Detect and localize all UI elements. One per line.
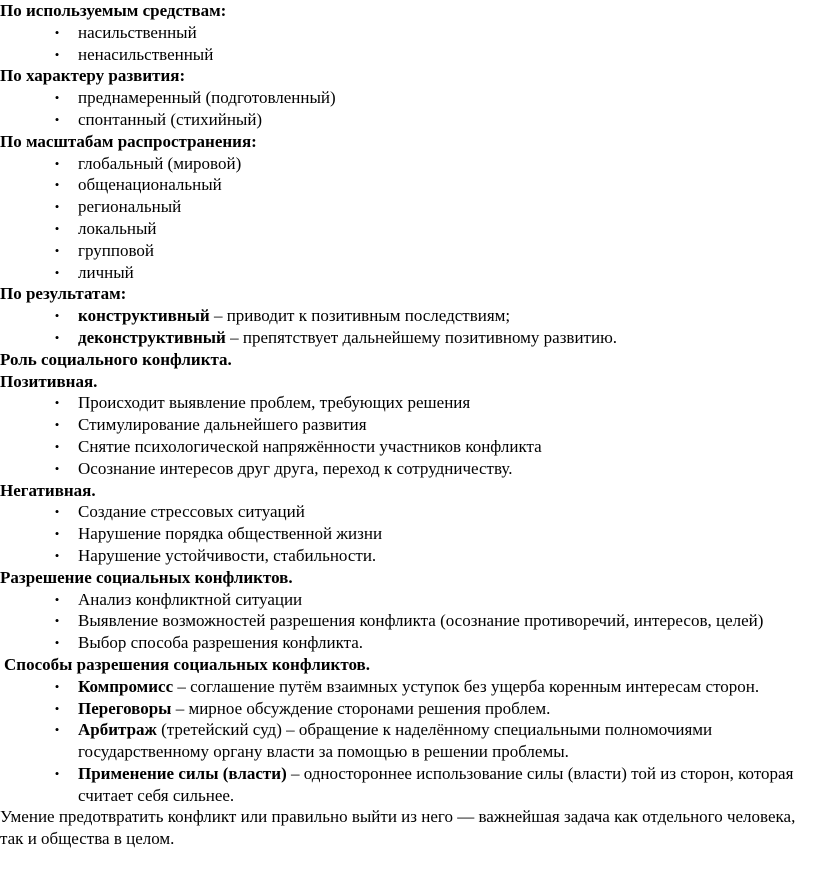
list-item-text: региональный <box>78 197 182 217</box>
list-item <box>0 218 816 240</box>
list-item-text: Нарушение порядка общественной жизни <box>78 524 383 544</box>
list-item <box>0 327 816 349</box>
list-item-text: Выявление возможностей разрешения конфликта (осознание противоречий, интересов, целей) <box>78 611 764 631</box>
list-item <box>0 109 816 131</box>
section-heading: По масштабам распространения: <box>0 131 257 151</box>
list-item <box>0 153 816 175</box>
list-item <box>0 698 816 720</box>
bullet-icon: • <box>54 24 60 40</box>
list-item <box>0 676 816 698</box>
bullet-list <box>0 589 816 654</box>
bullet-icon: • <box>54 111 60 127</box>
list-item-text: ненасильственный <box>78 44 214 64</box>
list-item <box>0 196 816 218</box>
term-bold: конструктивный <box>78 306 210 326</box>
bullet-icon: • <box>54 504 60 520</box>
bullet-list <box>0 392 816 479</box>
bullet-icon: • <box>54 635 60 651</box>
list-item-text: – мирное обсуждение сторонами решения проблем. <box>171 698 551 718</box>
list-item <box>0 719 816 763</box>
list-item <box>0 763 816 807</box>
list-item-text: групповой <box>78 240 154 260</box>
list-item <box>0 392 816 414</box>
list-item <box>0 632 816 654</box>
list-item <box>0 22 816 44</box>
bullet-icon: • <box>54 220 60 236</box>
section-heading: Позитивная. <box>0 371 98 391</box>
term-bold: Арбитраж <box>78 720 157 740</box>
bullet-icon: • <box>54 547 60 563</box>
list-item-text: (третейский суд) – обращение к наделённому специальными полномочиями государственному органу власти за помощью в решении проблемы. <box>78 720 713 762</box>
term-bold: Компромисс <box>78 676 174 696</box>
term-bold: Применение силы (власти) <box>78 763 287 783</box>
list-item-text: насильственный <box>78 22 197 42</box>
section-heading: По используемым средствам: <box>0 1 227 20</box>
section-heading: По характеру развития: <box>0 66 186 86</box>
list-item <box>0 305 816 327</box>
term-bold: деконструктивный <box>78 327 226 347</box>
bullet-icon: • <box>54 613 60 629</box>
list-item <box>0 436 816 458</box>
list-item-text: глобальный (мировой) <box>78 153 242 173</box>
list-item-text: локальный <box>78 218 157 238</box>
list-item <box>0 458 816 480</box>
bullet-icon: • <box>54 90 60 106</box>
bullet-icon: • <box>54 329 60 345</box>
section-heading: По результатам: <box>0 284 127 304</box>
list-item <box>0 87 816 109</box>
list-item-text: Осознание интересов друг друга, переход к сотрудничеству. <box>78 458 513 478</box>
list-item <box>0 174 816 196</box>
list-item <box>0 501 816 523</box>
list-item <box>0 44 816 66</box>
bullet-icon: • <box>54 678 60 694</box>
list-item <box>0 262 816 284</box>
bullet-icon: • <box>54 199 60 215</box>
list-item <box>0 523 816 545</box>
list-item-text: – препятствует дальнейшему позитивному развитию. <box>225 327 618 347</box>
list-item-text: Нарушение устойчивости, стабильности. <box>78 545 377 565</box>
list-item-text: Снятие психологической напряжённости участников конфликта <box>78 436 542 456</box>
bullet-list <box>0 87 816 131</box>
list-item-text: Происходит выявление проблем, требующих решения <box>78 393 471 413</box>
bullet-icon: • <box>54 765 60 781</box>
bullet-icon: • <box>54 700 60 716</box>
section-heading: Разрешение социальных конфликтов. <box>0 567 293 587</box>
bullet-icon: • <box>54 242 60 258</box>
bullet-list <box>0 676 816 807</box>
list-item-text: спонтанный (стихийный) <box>78 109 263 129</box>
list-item-text: личный <box>78 262 134 282</box>
bullet-icon: • <box>54 591 60 607</box>
list-item <box>0 589 816 611</box>
bullet-icon: • <box>54 438 60 454</box>
bullet-list <box>0 22 816 66</box>
list-item-text: Выбор способа разрешения конфликта. <box>78 633 364 653</box>
closing-paragraph: Умение предотвратить конфликт или правильно выйти из него — важнейшая задача как отдельного человека, так и общества в целом. <box>0 807 796 849</box>
bullet-list <box>0 501 816 566</box>
list-item-text: Анализ конфликтной ситуации <box>78 589 303 609</box>
list-item-text: преднамеренный (подготовленный) <box>78 88 336 108</box>
bullet-icon: • <box>54 417 60 433</box>
section-heading: Роль социального конфликта. <box>0 349 232 369</box>
section-heading: Негативная. <box>0 480 96 500</box>
list-item-text: Создание стрессовых ситуаций <box>78 502 305 522</box>
bullet-icon: • <box>54 460 60 476</box>
bullet-icon: • <box>54 395 60 411</box>
bullet-icon: • <box>54 155 60 171</box>
list-item <box>0 240 816 262</box>
bullet-list <box>0 305 816 349</box>
bullet-icon: • <box>54 722 60 738</box>
list-item <box>0 545 816 567</box>
section-heading: Способы разрешения социальных конфликтов. <box>4 654 370 674</box>
bullet-icon: • <box>54 526 60 542</box>
bullet-list <box>0 153 816 284</box>
term-bold: Переговоры <box>78 698 172 718</box>
list-item-text: – приводит к позитивным последствиям; <box>209 306 511 326</box>
list-item-text: общенациональный <box>78 175 222 195</box>
list-item <box>0 610 816 632</box>
bullet-icon: • <box>54 177 60 193</box>
list-item <box>0 414 816 436</box>
bullet-icon: • <box>54 308 60 324</box>
list-item-text: – одностороннее использование силы (власти) той из сторон, которая считает себя сильнее. <box>78 763 794 805</box>
bullet-icon: • <box>54 264 60 280</box>
list-item-text: Стимулирование дальнейшего развития <box>78 415 367 435</box>
bullet-icon: • <box>54 46 60 62</box>
list-item-text: – соглашение путём взаимных уступок без ущерба коренным интересам сторон. <box>173 676 760 696</box>
